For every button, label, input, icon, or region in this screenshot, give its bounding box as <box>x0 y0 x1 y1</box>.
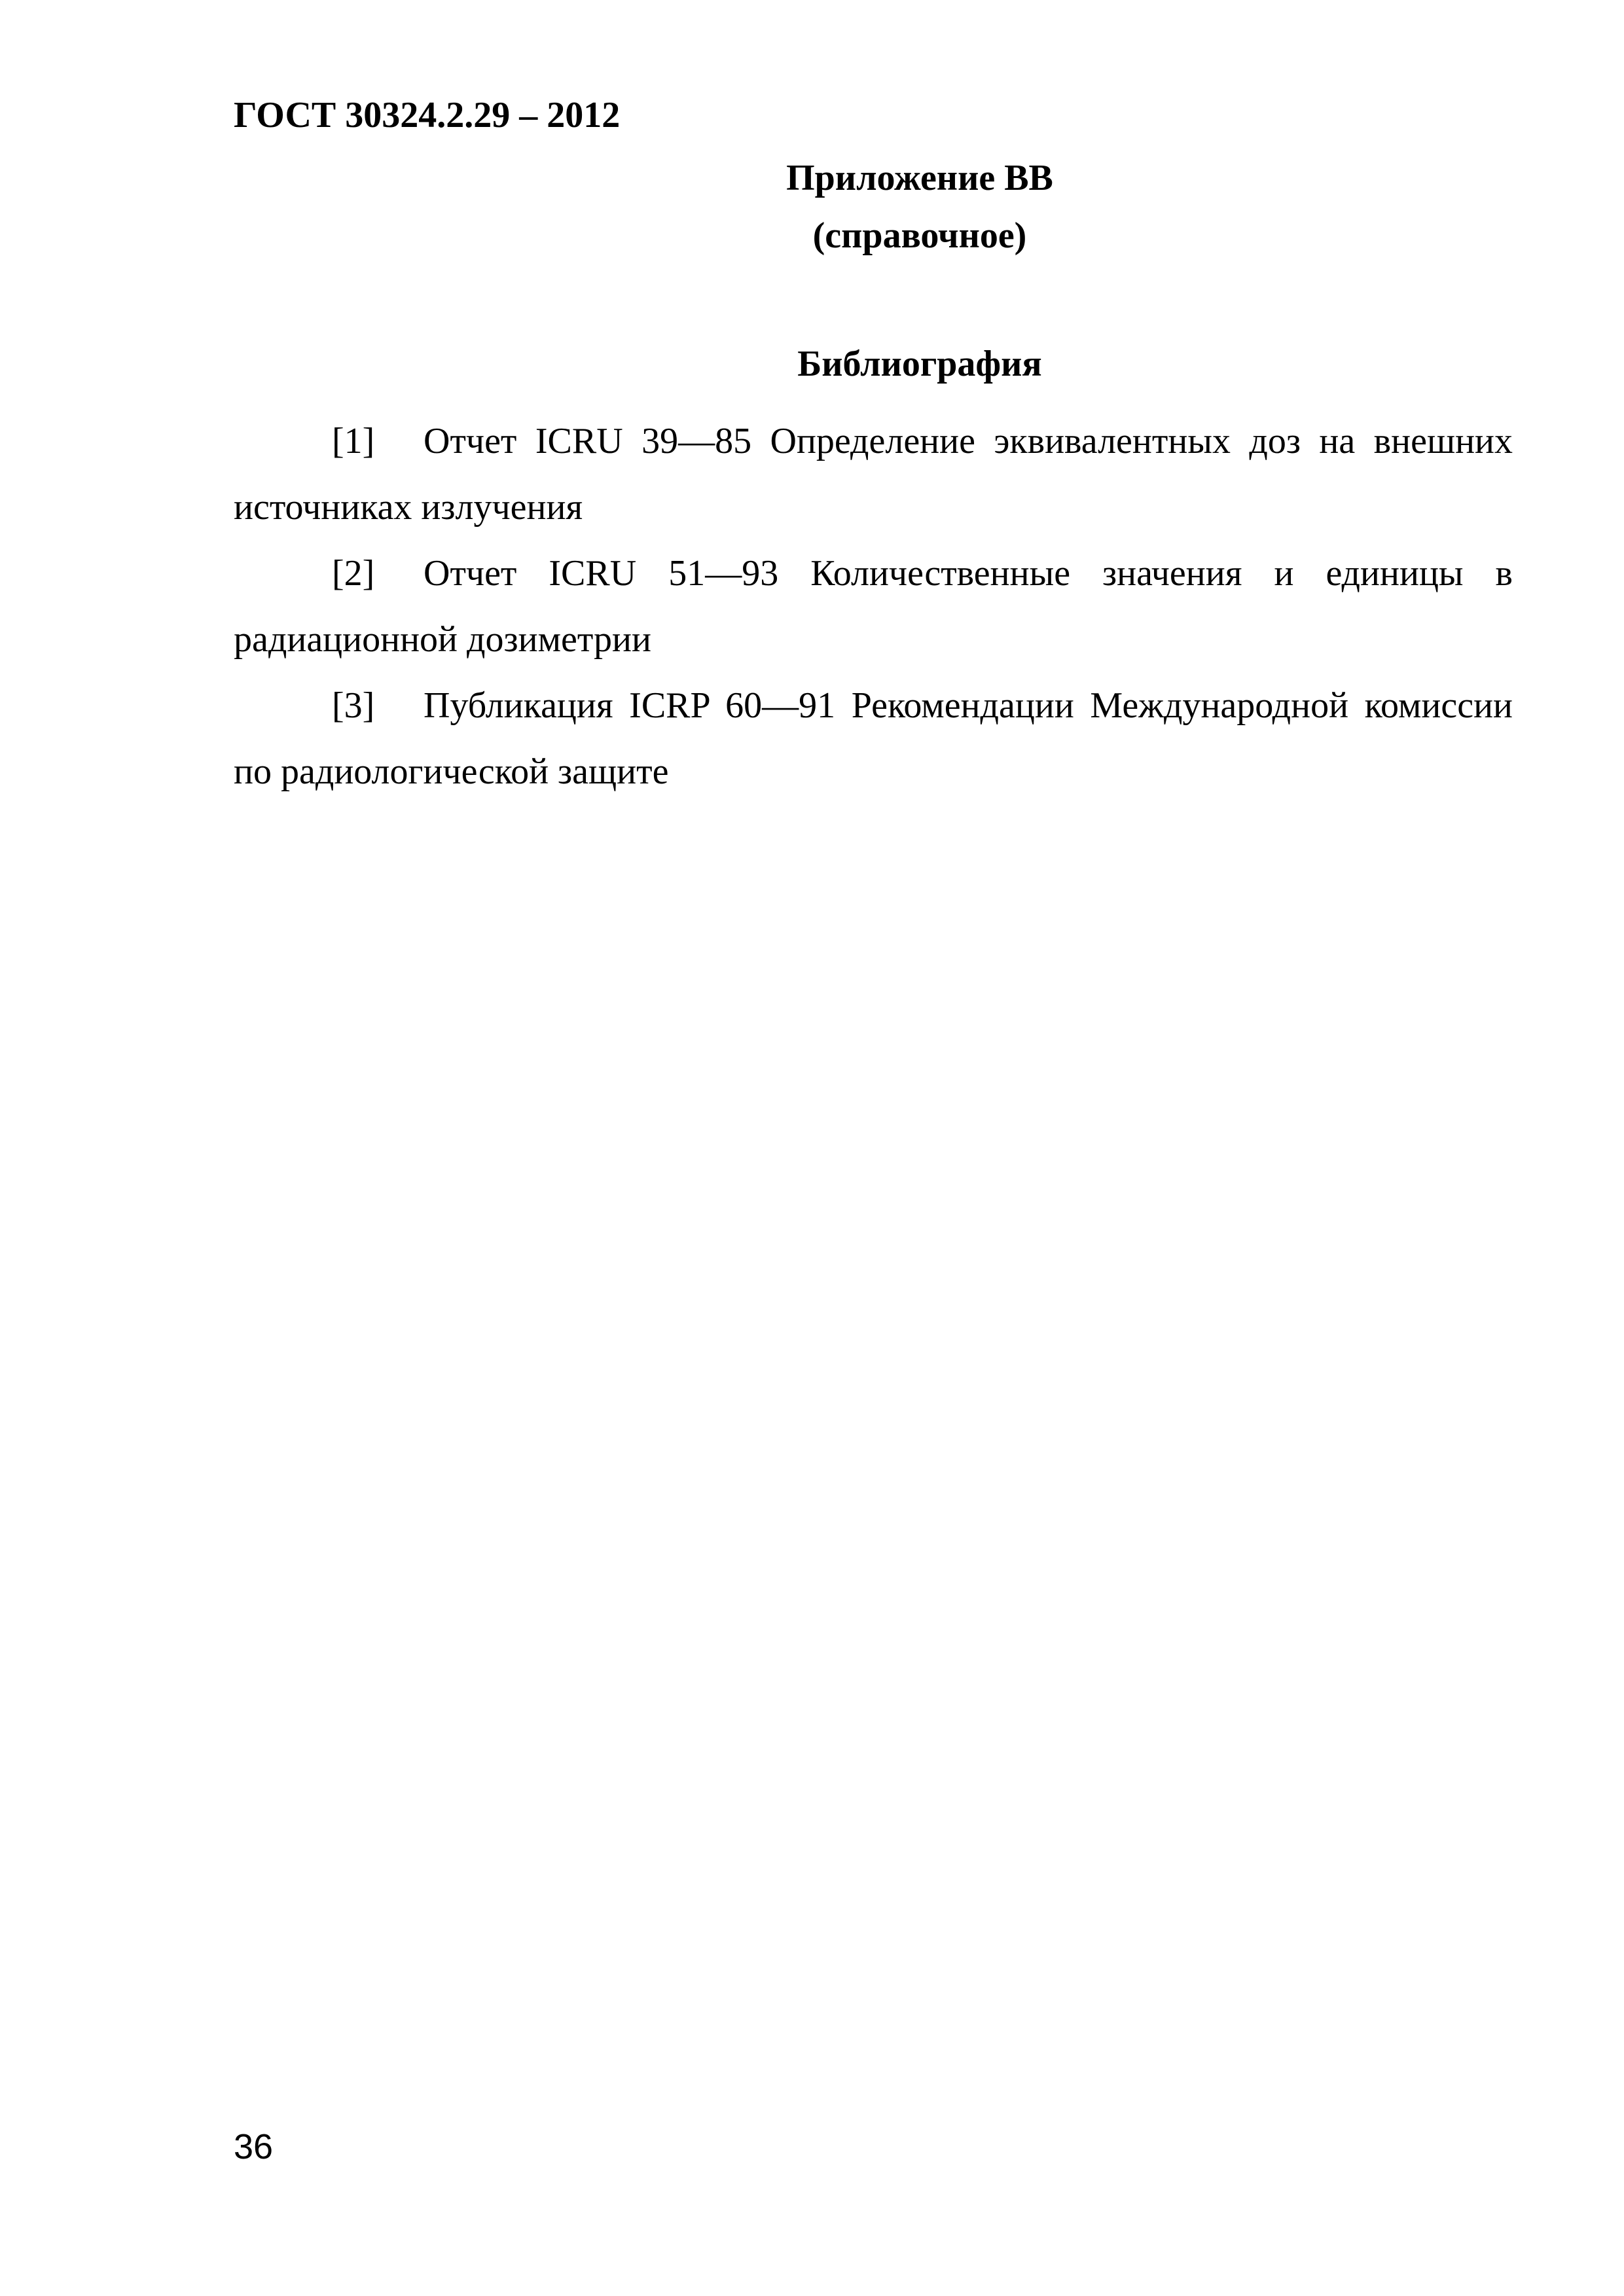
appendix-kind: (справочное) <box>812 215 1027 256</box>
page-number: 36 <box>234 2127 274 2166</box>
bibliography-item <box>234 673 1513 805</box>
bibliography-item <box>234 541 1513 673</box>
bibliography-item-number: [2] <box>332 553 375 594</box>
document-code: ГОСТ 30324.2.29 – 2012 <box>234 95 621 135</box>
appendix-title: Приложение ВВ <box>786 158 1053 198</box>
bibliography-item-number: [1] <box>332 421 375 461</box>
bibliography-item <box>234 408 1513 541</box>
bibliography-item-text: Отчет ICRU 51—93 Количественные значения и единицы в радиационной дозиметрии <box>234 553 1513 660</box>
bibliography-item-text: Отчет ICRU 39—85 Определение эквивалентных доз на внешних источниках излучения <box>234 421 1513 528</box>
bibliography-item-number: [3] <box>332 685 375 726</box>
bibliography-title: Библиография <box>797 344 1042 384</box>
bibliography-item-text: Публикация ICRP 60—91 Рекомендации Международной комиссии по радиологической защите <box>234 685 1513 792</box>
bibliography-list <box>234 408 1513 805</box>
